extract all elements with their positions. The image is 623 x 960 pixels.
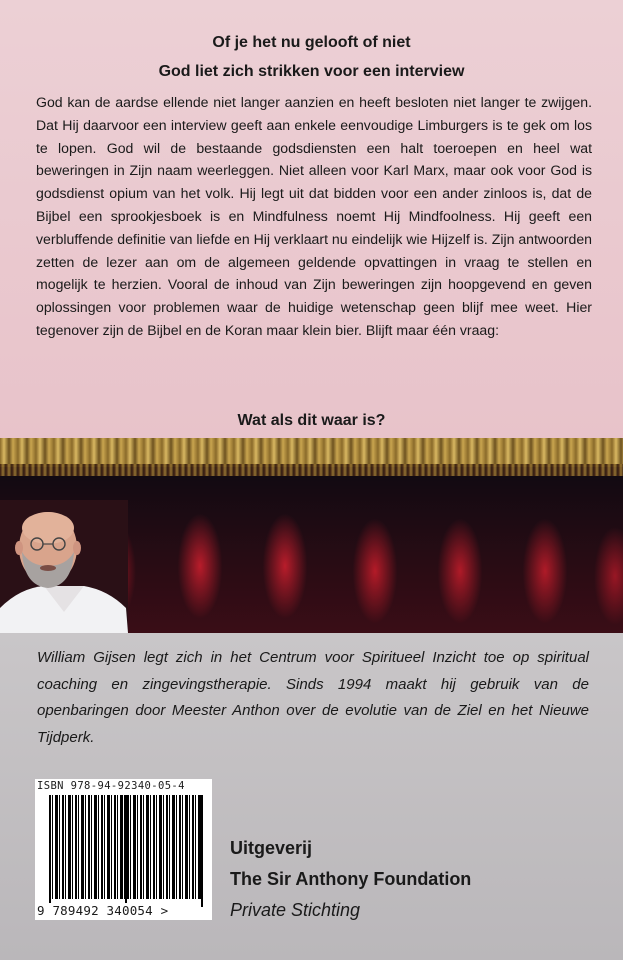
barcode-guard-right — [201, 795, 203, 907]
publisher-line-1: Uitgeverij — [230, 838, 313, 858]
headline-line-2: God liet zich strikken voor een interview — [158, 63, 465, 80]
barcode-digits: 9 789492 340054 > — [37, 903, 169, 918]
curtain-fringe — [0, 464, 623, 476]
isbn-label: ISBN 978-94-92340-05-4 — [37, 780, 185, 792]
barcode-guard-center — [125, 795, 127, 907]
curtain-valance — [0, 438, 623, 467]
publisher-line-2: The Sir Anthony Foundation — [230, 869, 472, 889]
headline-line-1: Of je het nu gelooft of niet — [212, 34, 411, 51]
author-portrait — [0, 500, 128, 633]
closing-question: Wat als dit waar is? — [237, 412, 386, 429]
author-bio: William Gijsen legt zich in het Centrum voor Spiritueel Inzicht toe op spiritual coaching en zingevingstherapie. Sinds 1994 maakt hij gebruik van de openbaringen door Meester Anthon over de evolutie van de Ziel en het Nieuwe Tijdperk. — [37, 649, 589, 746]
barcode-guard-left — [49, 795, 51, 907]
back-cover-blurb: God kan de aardse ellende niet langer aanzien en heeft besloten niet langer te zwijgen. Dat Hij daarvoor een interview geeft aan enkele eenvoudige Limburgers is te gek om los te lopen. God wil de bestaande godsdiensten een halt toeroepen en heel wat beweringen in Zijn naam weerleggen. Niet alleen voor Karl Marx, maar ook voor God is godsdienst opium van het volk. Hij legt uit dat bidden voor een ander zinloos is, dat de Bijbel een sprookjesboek is en Mindfulness noemt Hij Mindfoolness. Hij geeft een verbluffende definitie van liefde en Hij verklaart nu eindelijk wie Hijzelf is. Zijn antwoorden zetten de lezer aan om de algemeen geldende opvattingen in vraag te stellen en mogelijk te herzien. Vooral de inhoud van Zijn beweringen zijn hoopgevend en geven oplossingen voor problemen waar de huidige wetenschap geen blijf mee weet. Hier tegenover zijn de Bijbel en de Koran maar klein bier. Blijft maar één vraag: — [36, 94, 592, 338]
publisher-line-3: Private Stichting — [230, 900, 361, 920]
